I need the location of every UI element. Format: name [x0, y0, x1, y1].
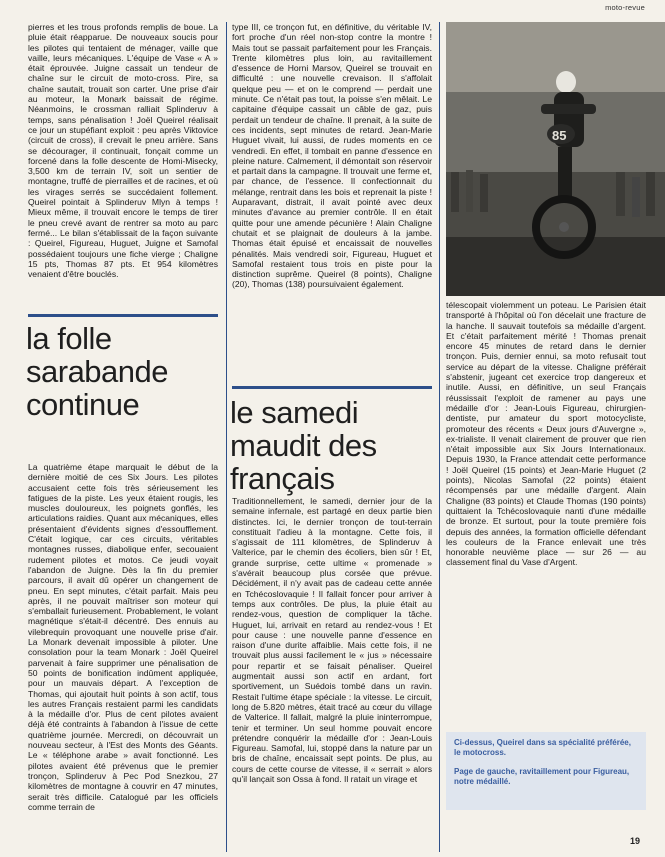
section-rule	[232, 386, 432, 389]
caption-above: Ci-dessus, Queirel dans sa spécialité préférée, le motocross.	[454, 738, 631, 757]
section-headline-1: la folle sarabande continue	[26, 321, 169, 422]
paragraph: type III, ce tronçon fut, en définitive, du véritable IV, fort proche d'un réel non-stop contre la montre ! Mais tout se passait parfaitement pour les Français. Trente kilomètres plus loin, au ravitaillement d'essence de Horni Marsov, Queirel se trouvait en difficulté : une nouvelle crevaison. Il s'affolait quelque peu — et on le comprend — perdait une minute. Ce n'était pas tout, la poisse s'en mêlait. Le capitaine d'équipe cassait un câble de gaz, puis perdait un tendeur de chaîne. Il prenait, à la suite de ces incidents, sept minutes de retard. Jean-Marie Huguet vivait, lui aussi, de rudes moments en ce vendredi. En effet, il tombait en panne d'essence en pleine nature. Calmement, il démontait son réservoir et partait dans la campagne. Il trouvait une ferme et, par chance, de l'essence. Il confectionnait du mélange, rentrait dans les bois et reprenait la piste ! Auparavant, distrait, il avait pointé avec deux minutes d'avance au premier contrôle. Il en était quitte pour une amende pécunière ! Alain Chaligne chutait et se plaignait de douleurs à la jambe. Thomas était épuisé et encaissait de nouvelles pénalités. Mais vendredi soir, Figureau, Huguet et Samofal restaient tous trois en piste pour la distinction suprême. Queirel (8 points), Chaligne (20), Thomas (138) poursuivaient également.	[232, 22, 432, 290]
article-text-col1-top	[28, 22, 218, 307]
caption-left-page: Page de gauche, ravitaillement pour Figureau, notre médaillé.	[454, 767, 630, 786]
article-text-col2-top	[232, 22, 432, 382]
section-headline-2: le samedi maudit des français	[230, 395, 377, 496]
section-rule	[28, 314, 218, 317]
motocross-photo	[446, 22, 665, 296]
column-divider	[439, 22, 440, 852]
paragraph: télescopait violemment un poteau. Le Parisien était transporté à l'hôpital où l'on décelait une fracture de la hanche. Il sauvait toutefois sa médaille d'argent. Et c'était parfaitement mérité ! Thomas prenait encore 45 minutes de retard dans le dernier tronçon. Puis, dernier ennui, sa moto refusait tout service au départ de la vitesse. Chaligne préférait s'abstenir, jugeant cet exercice trop dangereux et inutile. Aussi, en définitive, un seul Français réussissait l'exploit de ramener au pays une médaille d'or : Jean-Louis Figureau, chirurgien-dentiste, pur amateur du sport motocycliste, promoteur des récents « Deux jours d'Auvergne », ex-trialiste. Il venait clairement de prouver que rien n'était impossible aux Six Jours Internationaux. Depuis 1930, la France attendait cette performance ! Joël Queirel (15 points) et Jean-Marie Huguet (2 points), Nicolas Samofal (22 points) étaient récompensés par une médaille d'argent. Alain Chaligne (83 points) et Claude Thomas (190 points) quittaient la Tchécoslovaquie nanti d'une médaille de bronze. Et surtout, pour la toute première fois depuis des années, la formation officielle défendant les couleurs de la France enlevait une très honorable neuvième place — sur 26 — au classement final du Vase d'Argent.	[446, 300, 646, 568]
article-text-col3-bottom	[446, 300, 646, 730]
magazine-header: moto-revue	[605, 3, 645, 12]
photo-captions	[446, 732, 646, 810]
race-number: 85	[552, 128, 567, 143]
page-number: 19	[630, 836, 641, 846]
column-divider	[226, 22, 227, 852]
article-text-col1-bottom	[28, 462, 218, 850]
paragraph: Traditionnellement, le samedi, dernier jour de la semaine infernale, est partagé en deux partie bien distinctes. Ici, le dernier tronçon de tout-terrain constituait l'adieu à la montagne. Cette fois, il s'agissait de 111 kilomètres, de Splinderuv à Valterice, par le chemin des écoliers, bien sûr ! Et, grande surprise, cette ultime « promenade » s'avérait beaucoup plus corsée que prévue. Décidément, il n'y avait pas de cadeau cette année en Tchécoslovaquie ! Il fallait foncer pour arriver à temps aux contrôles. De plus, la pluie était au rendez-vous, question de compliquer la tâche. Huguet, lui, arrivait en retard au rendez-vous ! Et pour cause : une nouvelle panne d'essence en raison d'une durite affaiblie. Mais cette fois, il ne trouvait plus aussi facilement le « jus » nécessaire pour repartir et se faisait pénaliser. Queirel augmentait aussi son actif en ardant, fort sportivement, un Suédois tombé dans un ravin. Restait l'ultime étape spéciale : la vitesse. Le circuit, long de 5.820 mètres, était tracé au cœur du village de Valterice. Il fallait, malgré la pluie ininterrompue, tenir et terminer. Un seul homme pouvait encore prétendre conquérir la médaille d'or : Jean-Louis Figureau. Samofal, lui, stoppé dans la nature par un bris de chaîne, encaissait sept points. De plus, au cours de cette course de vitesse, il « serrait » alors qu'il lançait son Ossa à fond. Il ratait un virage et	[232, 496, 432, 785]
article-text-col2-bottom	[232, 496, 432, 851]
paragraph: pierres et les trous profonds remplis de boue. La pluie était réapparue. De nouveaux soucis pour les pilotes qui tentaient de ménager, vaille que vaille, leurs mécaniques. L'équipe de Vase « A » était éprouvée. Juigne cassait un tendeur de chaîne sur le circuit de moto-cross. Pire, sa chaîne sautait, trouait son carter. Une prise d'air au moteur, la Monark baissait de régime. Néanmoins, le crossman ralliait Splinderuv à temps, sans pénalisation ! Joël Queirel réalisait ce jour un stupéfiant exploit : peu après Viktovice (circuit de cross), il crevait le pneu arrière. Sans se décourager, il continuait, fonçait comme un forcené dans la folle descente de Homi-Misecky, 3,500 km de terrain IV, soit un sentier de montagne, truffé de pierrailles et de racines, et où les virages serrés se succédaient follement. Queirel pointait à Splinderuv Mlyn à temps ! Mieux même, il trouvait encore le temps de tirer le pneu crevé avant de rentrer sa moto au parc fermé... Le bilan s'établissait de la façon suivante : Queirel, Figureau, Huguet, Juigne et Samofal possédaient toujours une fiche vierge ; Chaligne 15 pts, Thomas 87 pts. Et 954 kilomètres venaient d'être bouclés.	[28, 22, 218, 280]
paragraph: La quatrième étape marquait le début de la dernière moitié de ces Six Jours. Les pilotes accusaient cette fois très sérieusement les fatigues de la piste. Les yeux étaient rougis, les muscles douloureux, les poignets gonflés, les articulations raidies. Quant aux mécaniques, elles présentaient d'évidents signes d'essoufflement. C'était logique, car ces circuits, véritables montagnes russes, diabolique enfer, secouaient rudement pilotes et motos. Ce jeudi voyait l'abandon de Juigne. Dès la fin du premier parcours, il avait dû opérer un changement de pneu. En sept minutes, c'était parfait. Mais peu après, il ne pouvait maîtriser son moteur qui s'emballait furieusement. Probablement, le volant magnétique s'était-il décentré. Des ennuis au vilebrequin provoquant une nouvelle prise d'air. La Monark devenait impossible à piloter. Une consolation pour la team Monark : Joël Queirel parvenait à faire supprimer une pénalisation de 50 points de bonification indûment appliquée, pour un mauvais départ. A l'exception de Thomas, qui ajoutait huit points à son actif, tous les autres Français restaient parmi les candidats à la médaille d'or. Plus de cent pilotes avaient déjà été contraints à l'abandon à l'issue de cette quatrième journée. Mercredi, on découvrait un nouveau secteur, à l'Est des Monts des Géants. Le « téléphone arabe » avait fonctionné. Les pilotes avaient été prévenus que le premier tronçon, Splinderuv à Pec Pod Snezkou, 27 kilomètres de montagne à couvrir en 47 minutes, serait très difficile. Catalogué par les officiels comme terrain de	[28, 462, 218, 812]
